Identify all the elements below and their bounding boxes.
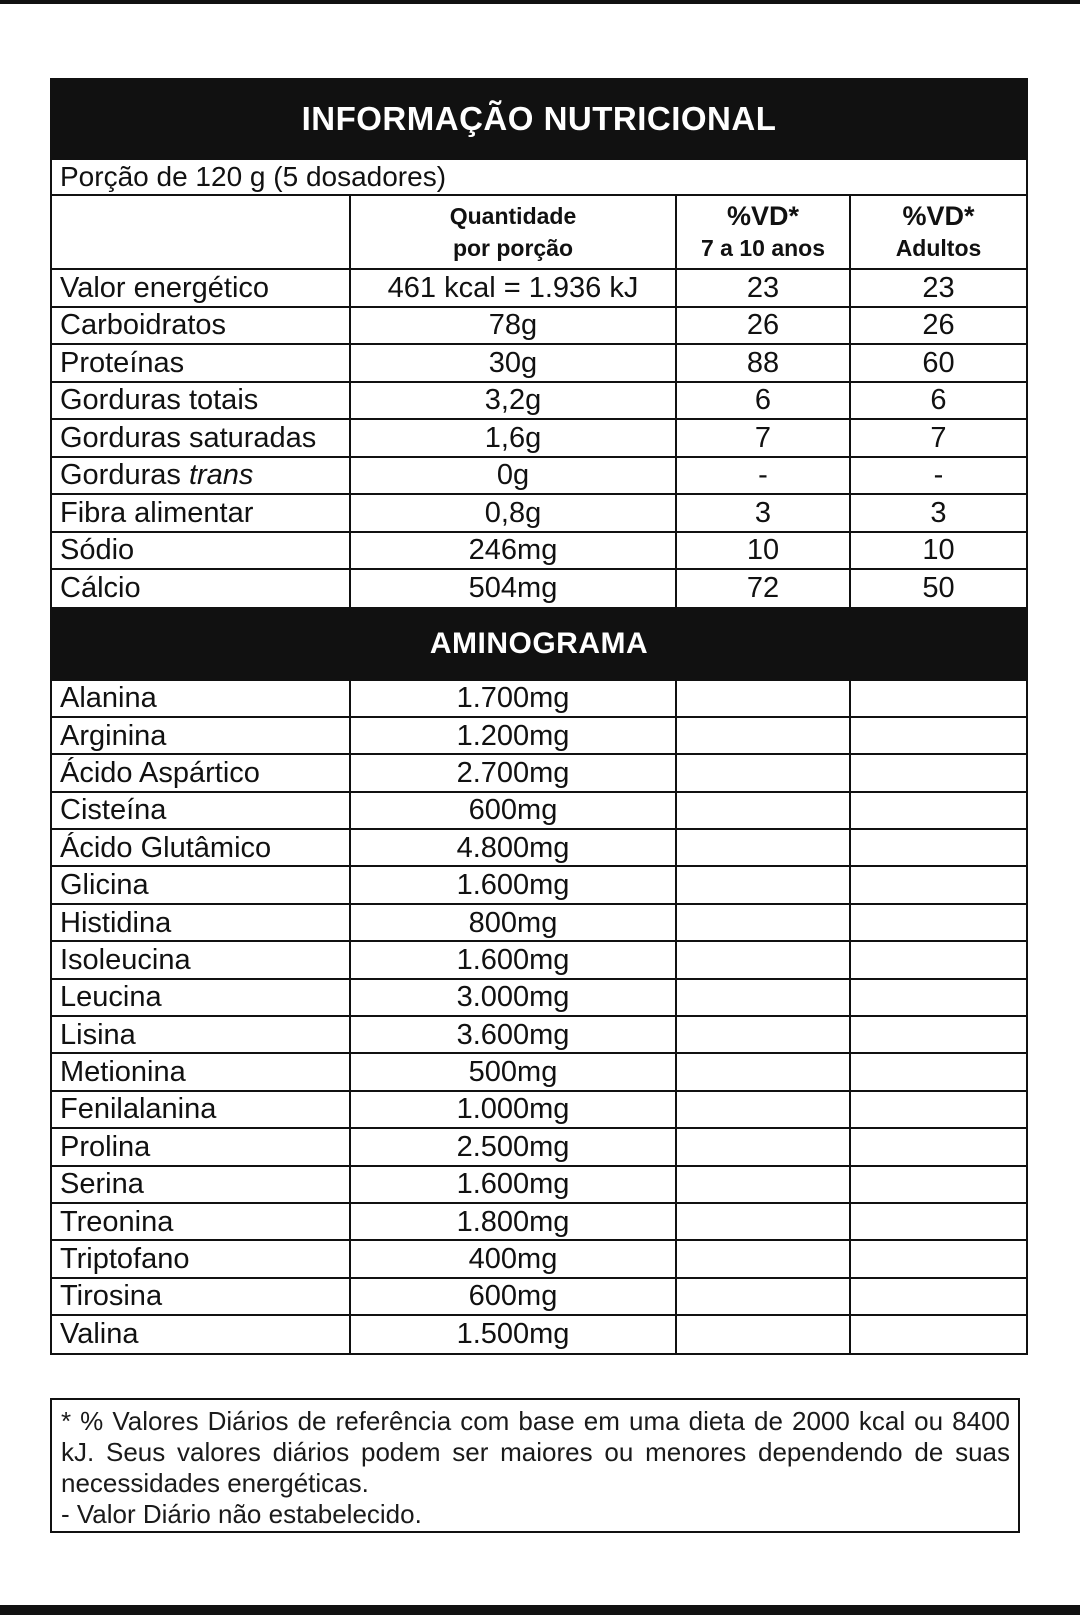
amino-name: Treonina (52, 1203, 350, 1240)
nutrient-quantity: 461 kcal = 1.936 kJ (350, 269, 676, 307)
amino-name: Valina (52, 1315, 350, 1352)
amino-vd-adults-empty (850, 680, 1026, 717)
amino-vd-adults-empty (850, 1016, 1026, 1053)
nutrient-name: Cálcio (52, 569, 350, 607)
amino-vd-adults-empty (850, 1091, 1026, 1128)
header-quantity (350, 195, 676, 269)
footnote-box (50, 1398, 1020, 1533)
amino-row (52, 1315, 1026, 1352)
amino-row (52, 717, 1026, 754)
amino-name: Fenilalanina (52, 1091, 350, 1128)
nutrient-vd-kids: 7 (676, 419, 850, 457)
amino-vd-adults-empty (850, 754, 1026, 791)
amino-vd-adults-empty (850, 1166, 1026, 1203)
nutrient-vd-kids: 3 (676, 494, 850, 532)
header-quantity-line1: Quantidade (449, 203, 577, 229)
amino-quantity: 1.800mg (350, 1203, 676, 1240)
header-quantity-line2: por porção (452, 235, 574, 261)
amino-name: Lisina (52, 1016, 350, 1053)
amino-vd-adults-empty (850, 866, 1026, 903)
amino-vd-kids-empty (676, 1315, 850, 1352)
amino-quantity: 400mg (350, 1240, 676, 1277)
amino-name: Isoleucina (52, 941, 350, 978)
amino-row (52, 1203, 1026, 1240)
nutrient-name-text: Gorduras (60, 459, 181, 492)
amino-name: Serina (52, 1166, 350, 1203)
nutrient-quantity: 0g (350, 457, 676, 495)
amino-name: Ácido Aspártico (52, 754, 350, 791)
nutrition-header-row (52, 195, 1026, 269)
amino-row (52, 1016, 1026, 1053)
amino-row (52, 1240, 1026, 1277)
amino-name: Prolina (52, 1128, 350, 1165)
amino-row (52, 1053, 1026, 1090)
amino-vd-kids-empty (676, 904, 850, 941)
header-vd-kids-line1: %VD* (726, 201, 800, 231)
amino-vd-kids-empty (676, 792, 850, 829)
amino-vd-kids-empty (676, 754, 850, 791)
amino-vd-adults-empty (850, 1203, 1026, 1240)
amino-vd-adults-empty (850, 792, 1026, 829)
amino-quantity: 1.600mg (350, 1166, 676, 1203)
nutrient-vd-adults: - (850, 457, 1026, 495)
amino-name: Triptofano (52, 1240, 350, 1277)
amino-quantity: 500mg (350, 1053, 676, 1090)
amino-vd-kids-empty (676, 1016, 850, 1053)
amino-vd-kids-empty (676, 1166, 850, 1203)
amino-name: Metionina (52, 1053, 350, 1090)
nutrient-vd-adults: 23 (850, 269, 1026, 307)
nutrient-vd-kids: 10 (676, 532, 850, 570)
nutrient-vd-kids: 88 (676, 344, 850, 382)
amino-vd-kids-empty (676, 979, 850, 1016)
amino-quantity: 1.600mg (350, 866, 676, 903)
amino-quantity: 3.000mg (350, 979, 676, 1016)
nutrient-vd-adults: 6 (850, 382, 1026, 420)
footnote-reference-text: * % Valores Diários de referência com base em uma dieta de 2000 kcal ou 8400 kJ. Seus valores diários podem ser maiores ou menores dependendo de suas necessidades energéticas. (61, 1406, 1010, 1498)
header-vd-kids-line2: 7 a 10 anos (700, 235, 826, 261)
amino-name: Glicina (52, 866, 350, 903)
amino-vd-adults-empty (850, 829, 1026, 866)
amino-vd-adults-empty (850, 941, 1026, 978)
nutrient-row (52, 344, 1026, 382)
amino-vd-adults-empty (850, 904, 1026, 941)
amino-row (52, 754, 1026, 791)
nutrient-row (52, 532, 1026, 570)
nutrition-title: INFORMAÇÃO NUTRICIONAL (52, 80, 1026, 158)
amino-quantity: 1.700mg (350, 680, 676, 717)
amino-name: Leucina (52, 979, 350, 1016)
amino-vd-kids-empty (676, 717, 850, 754)
nutrient-vd-adults: 7 (850, 419, 1026, 457)
amino-vd-kids-empty (676, 866, 850, 903)
amino-quantity: 4.800mg (350, 829, 676, 866)
amino-row (52, 904, 1026, 941)
nutrient-vd-kids: 23 (676, 269, 850, 307)
amino-row (52, 941, 1026, 978)
amino-quantity: 600mg (350, 792, 676, 829)
amino-name: Histidina (52, 904, 350, 941)
amino-row (52, 1166, 1026, 1203)
amino-row (52, 1128, 1026, 1165)
top-edge-line (0, 0, 1080, 4)
amino-vd-adults-empty (850, 1240, 1026, 1277)
amino-vd-kids-empty (676, 1091, 850, 1128)
nutrient-quantity: 246mg (350, 532, 676, 570)
amino-vd-kids-empty (676, 1128, 850, 1165)
nutrient-name: Carboidratos (52, 307, 350, 345)
amino-vd-adults-empty (850, 1053, 1026, 1090)
aminogram-table (52, 679, 1026, 1353)
nutrient-row (52, 419, 1026, 457)
amino-row (52, 792, 1026, 829)
nutrient-vd-adults: 50 (850, 569, 1026, 607)
nutrient-vd-kids: 26 (676, 307, 850, 345)
nutrient-vd-kids: 6 (676, 382, 850, 420)
amino-row (52, 1278, 1026, 1315)
amino-quantity: 2.500mg (350, 1128, 676, 1165)
amino-vd-kids-empty (676, 680, 850, 717)
nutrient-name (52, 457, 350, 495)
nutrient-vd-adults: 26 (850, 307, 1026, 345)
amino-vd-kids-empty (676, 941, 850, 978)
nutrient-vd-adults: 3 (850, 494, 1026, 532)
amino-name: Arginina (52, 717, 350, 754)
amino-row (52, 979, 1026, 1016)
amino-quantity: 600mg (350, 1278, 676, 1315)
nutrient-quantity: 30g (350, 344, 676, 382)
header-vd-adults-line1: %VD* (902, 201, 975, 231)
nutrient-row (52, 457, 1026, 495)
footnote-not-established: - Valor Diário não estabelecido. (61, 1499, 422, 1529)
nutrient-quantity: 504mg (350, 569, 676, 607)
amino-row (52, 1091, 1026, 1128)
amino-quantity: 2.700mg (350, 754, 676, 791)
nutrient-row (52, 269, 1026, 307)
amino-name: Ácido Glutâmico (52, 829, 350, 866)
amino-quantity: 1.200mg (350, 717, 676, 754)
nutrient-row (52, 307, 1026, 345)
nutrient-quantity: 1,6g (350, 419, 676, 457)
amino-row (52, 829, 1026, 866)
header-vd-adults-line2: Adultos (895, 235, 982, 261)
nutrition-table (52, 194, 1026, 607)
header-vd-kids (676, 195, 850, 269)
nutrient-vd-kids: 72 (676, 569, 850, 607)
amino-rows (52, 680, 1026, 1353)
header-blank (52, 195, 350, 269)
amino-name: Cisteína (52, 792, 350, 829)
nutrient-vd-adults: 60 (850, 344, 1026, 382)
nutrient-name: Sódio (52, 532, 350, 570)
nutrient-vd-kids: - (676, 457, 850, 495)
nutrient-name-italic: trans (188, 459, 254, 492)
amino-quantity: 1.500mg (350, 1315, 676, 1352)
nutrient-row (52, 494, 1026, 532)
amino-vd-kids-empty (676, 1203, 850, 1240)
amino-vd-kids-empty (676, 829, 850, 866)
nutrient-rows (52, 269, 1026, 607)
amino-vd-kids-empty (676, 1053, 850, 1090)
nutrient-name: Gorduras totais (52, 382, 350, 420)
amino-vd-adults-empty (850, 1315, 1026, 1352)
nutrient-row (52, 382, 1026, 420)
nutrient-name: Gorduras saturadas (52, 419, 350, 457)
amino-vd-adults-empty (850, 717, 1026, 754)
amino-quantity: 1.000mg (350, 1091, 676, 1128)
amino-vd-adults-empty (850, 1128, 1026, 1165)
portion-size: Porção de 120 g (5 dosadores) (52, 158, 1026, 194)
amino-quantity: 1.600mg (350, 941, 676, 978)
amino-row (52, 866, 1026, 903)
amino-vd-adults-empty (850, 1278, 1026, 1315)
amino-name: Tirosina (52, 1278, 350, 1315)
header-vd-adults (850, 195, 1026, 269)
nutrient-name: Fibra alimentar (52, 494, 350, 532)
nutrition-facts-panel (50, 78, 1028, 1355)
amino-quantity: 3.600mg (350, 1016, 676, 1053)
nutrient-name: Proteínas (52, 344, 350, 382)
amino-vd-kids-empty (676, 1278, 850, 1315)
nutrient-row (52, 569, 1026, 607)
amino-name: Alanina (52, 680, 350, 717)
amino-row (52, 680, 1026, 717)
nutrient-quantity: 3,2g (350, 382, 676, 420)
nutrient-quantity: 78g (350, 307, 676, 345)
amino-vd-adults-empty (850, 979, 1026, 1016)
nutrient-quantity: 0,8g (350, 494, 676, 532)
nutrient-vd-adults: 10 (850, 532, 1026, 570)
aminogram-title: AMINOGRAMA (52, 607, 1026, 679)
bottom-edge-line (0, 1605, 1080, 1615)
amino-vd-kids-empty (676, 1240, 850, 1277)
amino-quantity: 800mg (350, 904, 676, 941)
nutrient-name: Valor energético (52, 269, 350, 307)
